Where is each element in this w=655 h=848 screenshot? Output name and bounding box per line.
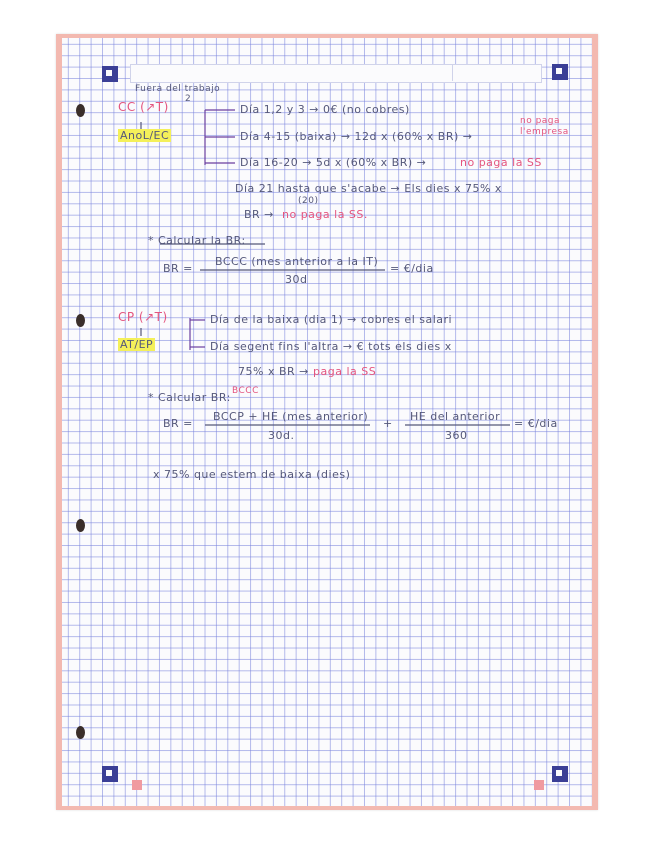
section2-title: CP (↗T) [118, 310, 168, 324]
section1-formula-right: = €/dia [390, 262, 434, 275]
section1-note-ss: no paga la SS [460, 156, 542, 169]
section2-branch-2: Día segent fins l'altra → € tots els dies x [210, 340, 452, 353]
section2-tag: AT/EP [120, 338, 154, 351]
section1-line4: Día 21 hasta que s'acabe → Els dies x 75% x [235, 182, 502, 195]
section2-formula-right: = €/dia [514, 417, 558, 430]
section1-line4-sub: (20) [298, 196, 319, 206]
section1-branch-1: Día 1,2 y 3 → 0€ (no cobres) [240, 103, 410, 116]
section2-formula-plus: + [383, 417, 393, 430]
section2-calc-sub: BCCC [232, 386, 259, 396]
section2-formula-numerator-1: BCCP + HE (mes anterior) [213, 410, 369, 423]
section2-branch-1: Día de la baixa (dia 1) → cobres el salari [210, 313, 453, 326]
section2-calc-title: * Calcular BR: [148, 391, 231, 404]
section1-note-empresa: no paga l'empresa [520, 116, 569, 137]
section2-line3: 75% x BR → [238, 365, 309, 378]
section2-formula-denominator-1: 30d. [268, 429, 295, 442]
section1-formula-numerator: BCCC (mes anterior a la IT) [215, 255, 379, 268]
section1-branch-2: Día 4-15 (baixa) → 12d x (60% x BR) → [240, 130, 473, 143]
section1-formula-left: BR = [163, 262, 193, 275]
section2-formula-denominator-2: 360 [445, 429, 468, 442]
section2-line3-note: paga la SS [313, 365, 377, 378]
header-note: Fuera del trabajo [135, 84, 221, 94]
section1-calc-title: * Calcular la BR: [148, 234, 246, 247]
section1-line5-note: no paga la SS. [282, 208, 368, 221]
section1-branch-3: Día 16-20 → 5d x (60% x BR) → [240, 156, 427, 169]
section2-formula-left: BR = [163, 417, 193, 430]
section2-formula-numerator-2: HE del anterior [410, 410, 501, 423]
section1-line5: BR → [244, 208, 274, 221]
section1-tag: AnoL/EC [120, 129, 170, 142]
section1-formula-denominator: 30d [285, 273, 308, 286]
section2-last-line: x 75% que estem de baixa (dies) [153, 468, 351, 481]
section1-title: CC (↗T) [118, 100, 169, 114]
section1-superscript: 2 [185, 94, 192, 104]
